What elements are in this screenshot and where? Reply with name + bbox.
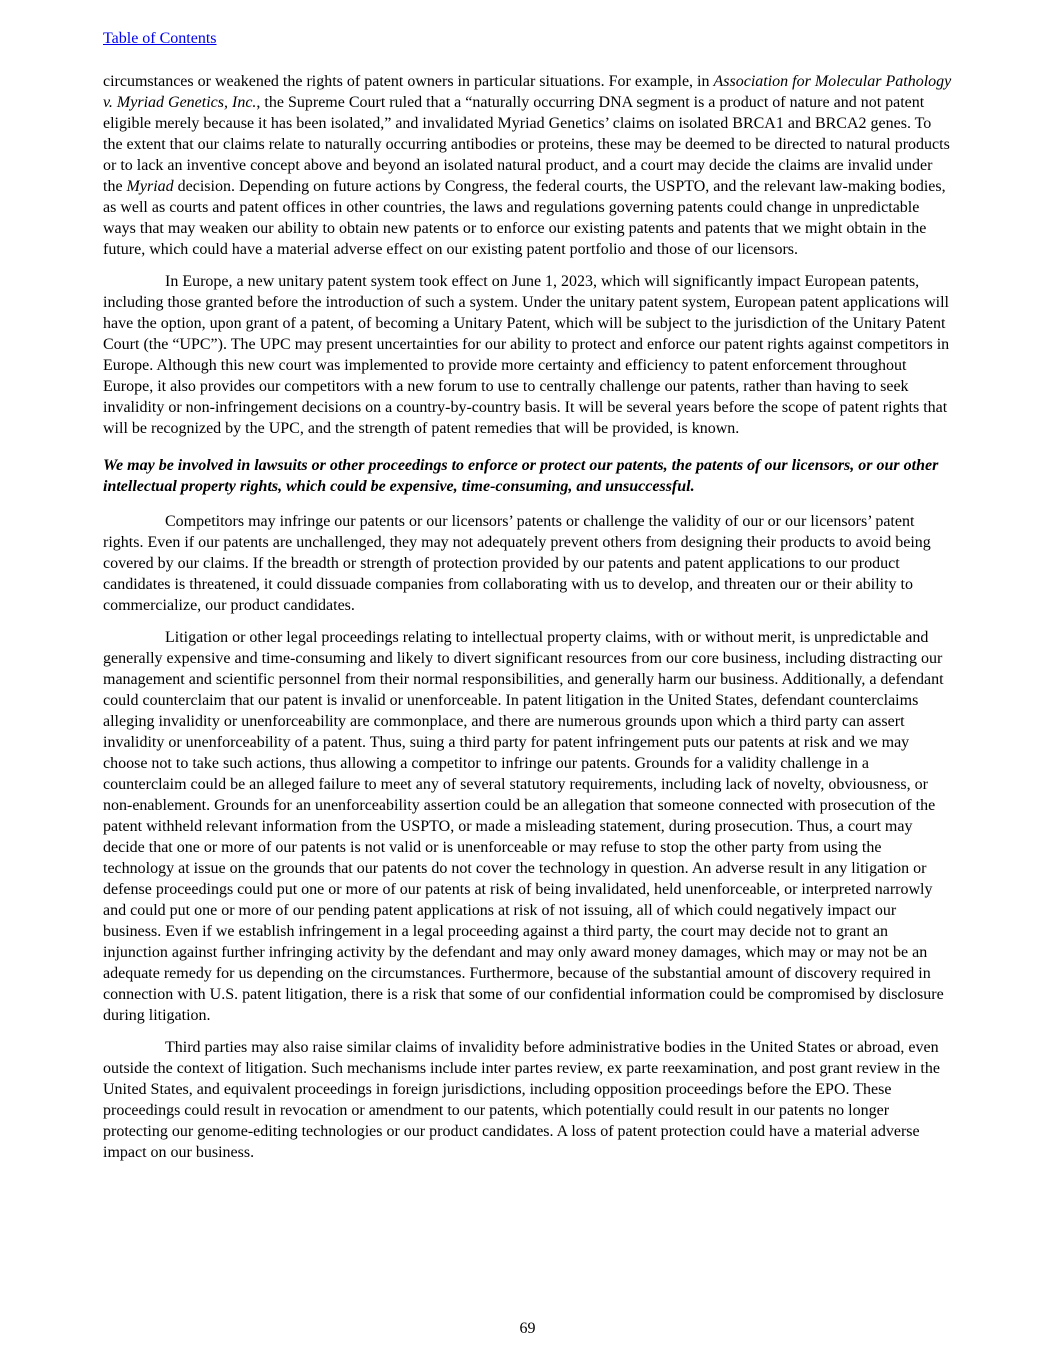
- text-run: circumstances or weakened the rights of patent owners in particular situations. For example, in: [103, 73, 714, 90]
- risk-factor-heading: We may be involved in lawsuits or other proceedings to enforce or protect our patents, the patents of our licensors, or our other intellectual property rights, which could be expensive, time-consuming, and unsuccessful.: [103, 457, 939, 495]
- paragraph-unitary-patent-system: In Europe, a new unitary patent system took effect on June 1, 2023, which will significantly impact European patents, including those granted before the introduction of such a system. Under the unitary patent system, European patent applications will have the option, upon grant of a patent, of becoming a Unitary Patent, which will be subject to the jurisdiction of the Unitary Patent Court (the “UPC”). The UPC may present uncertainties for our ability to protect and enforce our patent rights against competitors in Europe. Although this new court was implemented to provide more certainty and efficiency to patent enforcement throughout Europe, it also provides our competitors with a new forum to use to centrally challenge our patents, rather than having to seek invalidity or non-infringement decisions on a country-by-country basis. It will be several years before the scope of patent rights that will be recognized by the UPC, and the strength of patent remedies that will be provided, is known.: [103, 273, 950, 437]
- page-number: 69: [519, 1320, 536, 1337]
- text-run: decision. Depending on future actions by Congress, the federal courts, the USPTO, and the relevant law-making bodies, as well as courts and patent offices in other countries, the laws and regulations governing patents could change in unpredictable ways that may weaken our ability to obtain new patents or to enforce our existing patents and patents that we might obtain in the future, which could have a material adverse effect on our existing patent portfolio and those of our licensors.: [103, 178, 946, 258]
- text-run: , the Supreme Court ruled that a “naturally occurring DNA segment is a product of nature and not patent eligible merely because it has been isolated,” and invalidated Myriad Genetics’ claims on isolated BRCA1 and BRCA2 genes. To the extent that our claims relate to naturally occurring antibodies or proteins, these may be deemed to be directed to natural products or to lack an inventive concept above and beyond an isolated natural product, and a court may decide the claims are invalid under the: [103, 94, 950, 195]
- table-of-contents-link[interactable]: Table of Contents: [103, 30, 217, 47]
- paragraph-litigation-proceedings: Litigation or other legal proceedings relating to intellectual property claims, with or without merit, is unpredictable and generally expensive and time-consuming and likely to divert significant resources from our core business, including distracting our management and scientific personnel from their normal responsibilities, and generally harm our business. Additionally, a defendant could counterclaim that our patent is invalid or unenforceable. In patent litigation in the United States, defendant counterclaims alleging invalidity or unenforceability are commonplace, and there are numerous grounds upon which a third party can assert invalidity or unenforceability of a patent. Thus, suing a third party for patent infringement puts our patents at risk and we may choose not to take such actions, thus allowing a competitor to infringe our patents. Grounds for a validity challenge in a counterclaim could be an alleged failure to meet any of several statutory requirements, including lack of novelty, obviousness, or non-enablement. Grounds for an unenforceability assertion could be an allegation that someone connected with prosecution of the patent withheld relevant information from the USPTO, or made a misleading statement, during prosecution. Thus, a court may decide that one or more of our patents is not valid or is unenforceable or may refuse to stop the other party from using the technology at issue on the grounds that our patents do not cover the technology in question. An adverse result in any litigation or defense proceedings could put one or more of our patents at risk of being invalidated, held unenforceable, or interpreted narrowly and could put one or more of our pending patent applications at risk of not issuing, all of which could negatively impact our business. Even if we establish infringement in a legal proceeding against a third party, the court may decide not to grant an injunction against further infringing activity by the defendant and may only award money damages, which may or may not be an adequate remedy for us depending on the circumstances. Furthermore, because of the substantial amount of discovery required in connection with U.S. patent litigation, there is a risk that some of our confidential information could be compromised by disclosure during litigation.: [103, 629, 944, 1024]
- paragraph-third-party-claims: Third parties may also raise similar claims of invalidity before administrative bodies in the United States or abroad, even outside the context of litigation. Such mechanisms include inter partes review, ex parte reexamination, and post grant review in the United States, and equivalent proceedings in foreign jurisdictions, including opposition proceedings before the EPO. These proceedings could result in revocation or amendment to our patents, which potentially could result in our patents no longer protecting our genome-editing technologies or our product candidates. A loss of patent protection could have a material adverse impact on our business.: [103, 1039, 940, 1161]
- case-citation-myriad-full: Association for Molecular Pathology v. Myriad Genetics, Inc.: [103, 73, 952, 111]
- paragraph-patent-eligibility: [103, 71, 952, 260]
- case-citation-myriad-short: Myriad: [126, 178, 174, 195]
- paragraph-competitors-infringe: Competitors may infringe our patents or our licensors’ patents or challenge the validity of our or our licensors’ patent rights. Even if our patents are unchallenged, they may not adequately prevent others from designing their products to avoid being covered by our claims. If the breadth or strength of protection provided by our patents and patent applications to our product candidates is threatened, it could dissuade companies from collaborating with us to develop, and threaten our or their ability to commercialize, our product candidates.: [103, 513, 931, 614]
